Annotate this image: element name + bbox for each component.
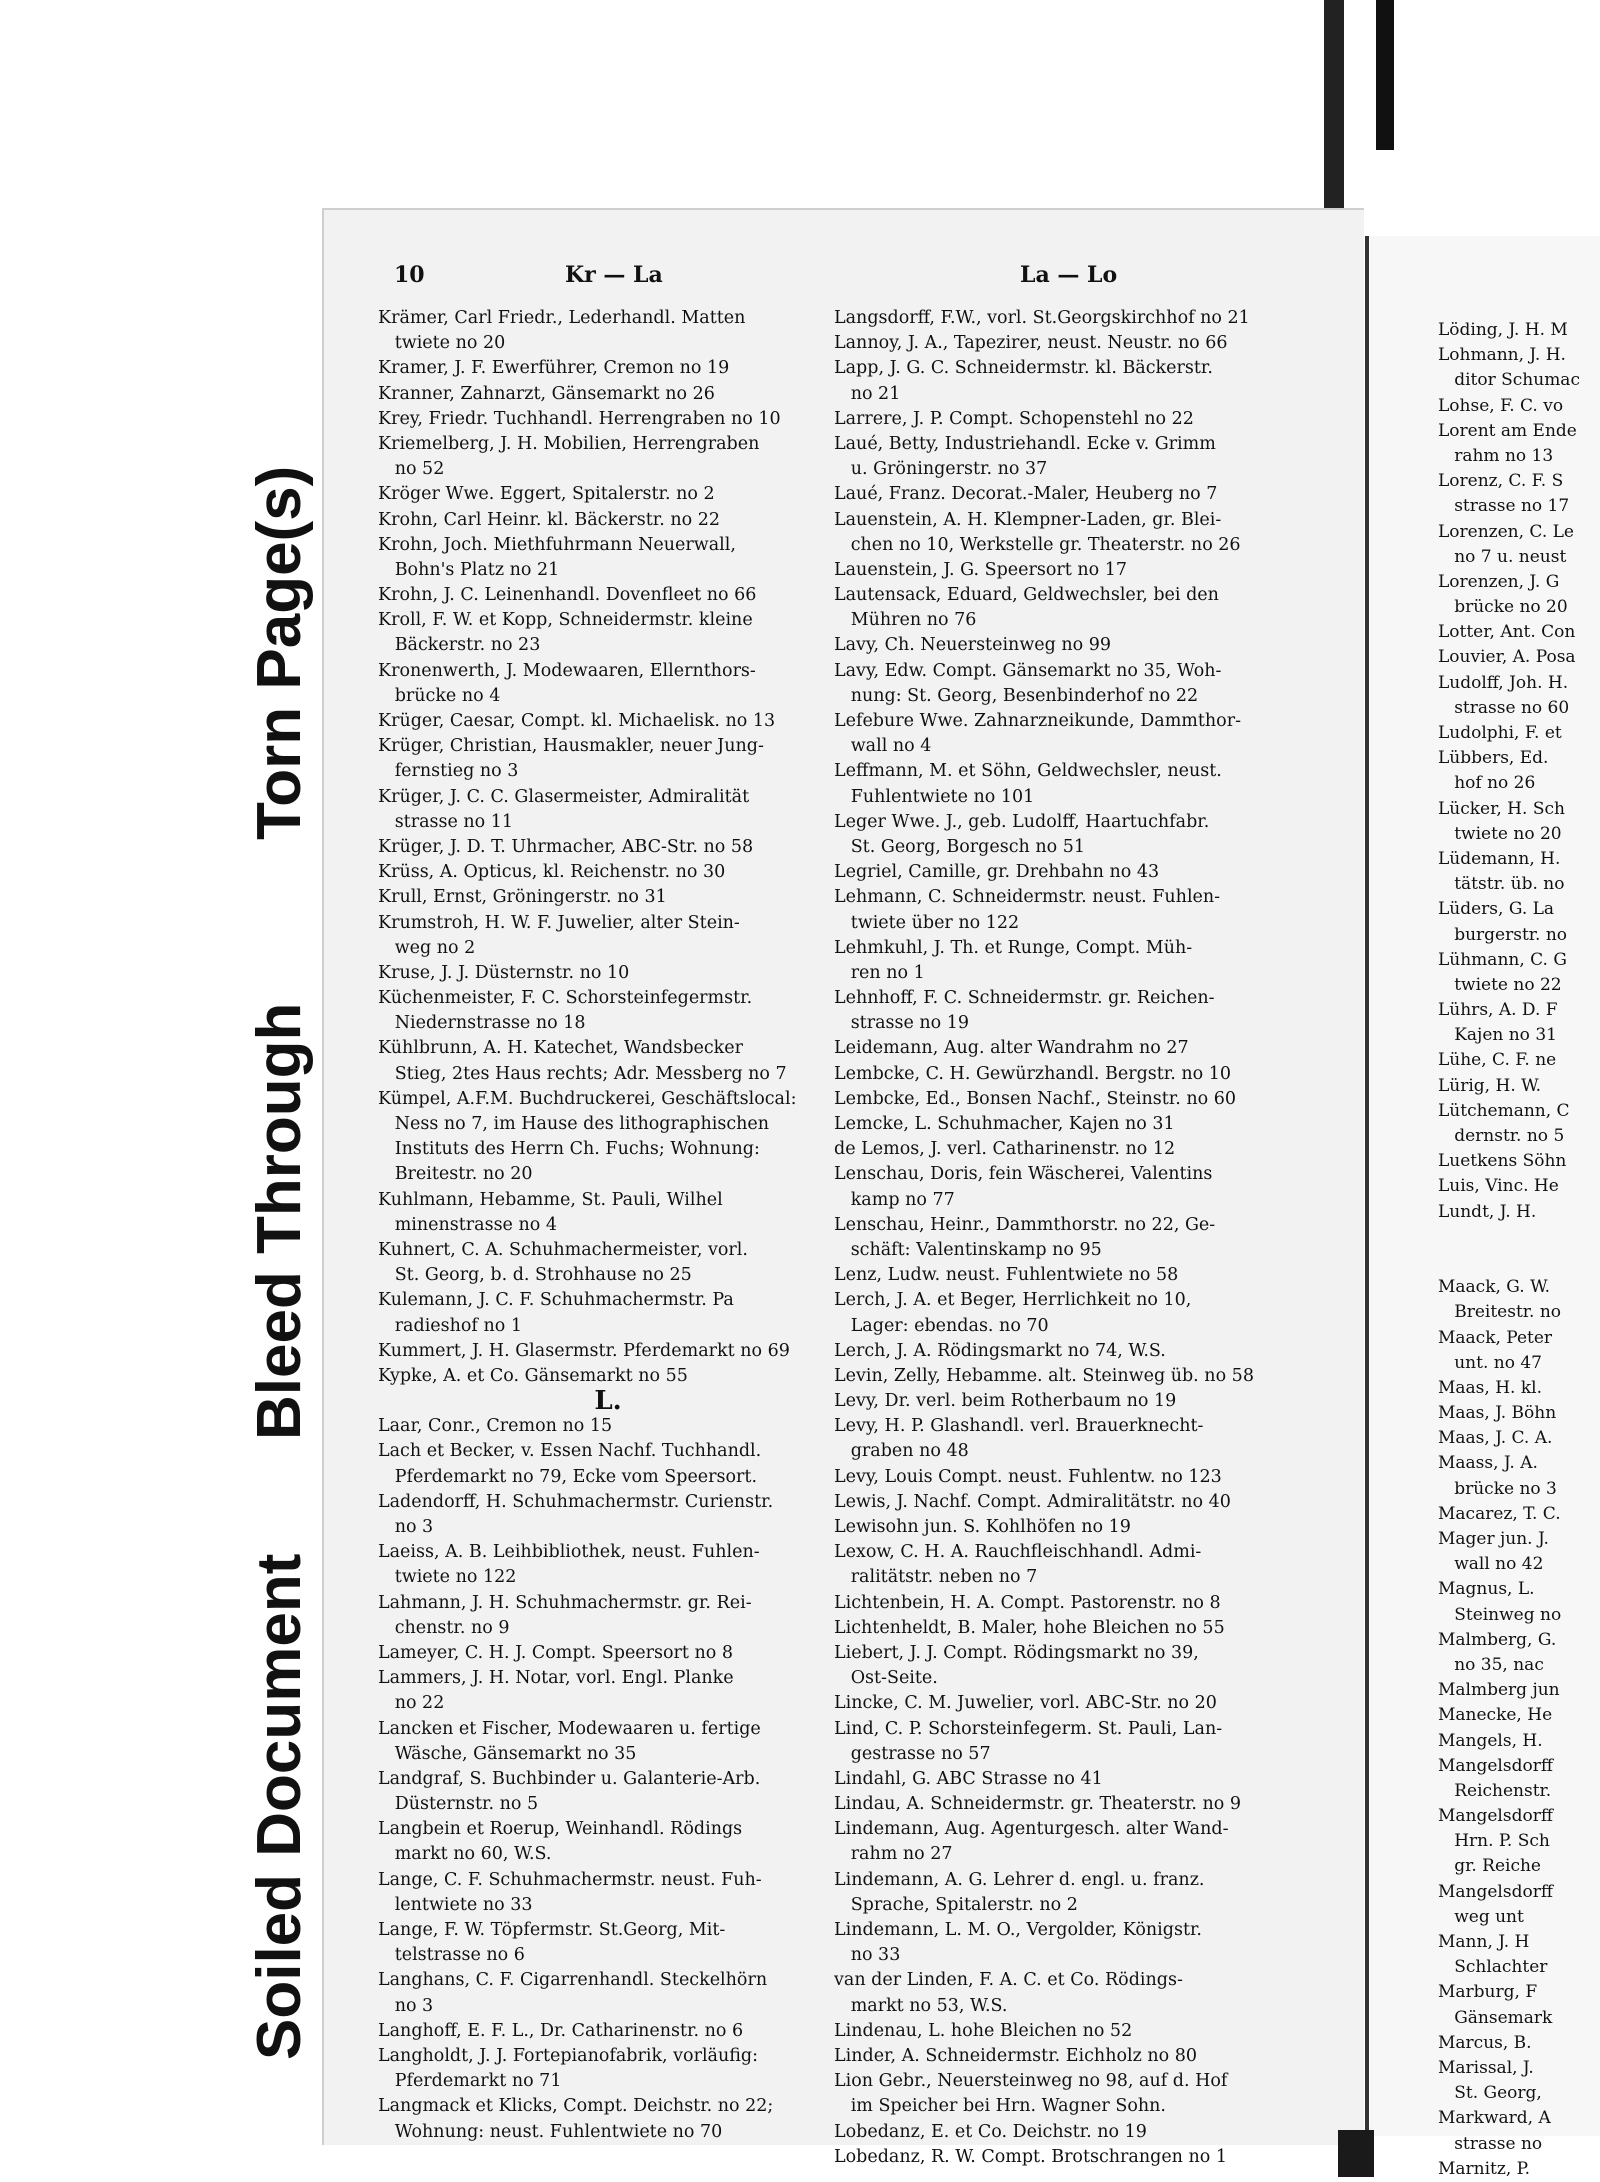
entry-line: Reichenstr. (1438, 1780, 1552, 1801)
entry-line: Lameyer, C. H. J. Compt. Speersort no 8 (378, 1642, 734, 1663)
entry-line: markt no 60, W.S. (378, 1844, 552, 1865)
entry-line: Lavy, Edw. Compt. Gänsemarkt no 35, Woh- (834, 660, 1222, 681)
bottom-edge-shadow (1338, 2130, 1374, 2177)
entry-line: Lenschau, Heinr., Dammthorstr. no 22, Ge- (834, 1214, 1216, 1235)
entry-line: Krumstroh, H. W. F. Juwelier, alter Stein- (378, 912, 740, 933)
entry-line: Bohn's Platz no 21 (378, 559, 560, 580)
left-column (378, 306, 838, 2145)
entry-line: Lindemann, Aug. Agenturgesch. alter Wand- (834, 1819, 1229, 1840)
entry-line: Luetkens Söhn (1438, 1151, 1567, 1172)
entry-line: Macarez, T. C. (1438, 1503, 1561, 1524)
entry-line: Krey, Friedr. Tuchhandl. Herrengraben no 10 (378, 408, 781, 429)
entry-line: Breitestr. no (1438, 1302, 1562, 1323)
entry-line: Lenschau, Doris, fein Wäscherei, Valentins (834, 1164, 1213, 1185)
entry-line: Leffmann, M. et Söhn, Geldwechsler, neust. (834, 761, 1222, 782)
entry-line: weg no 2 (378, 937, 476, 958)
page-number: 10 (394, 262, 425, 288)
entry-line: brücke no 3 (1438, 1478, 1557, 1499)
entry-line: Manecke, He (1438, 1705, 1553, 1726)
entry-line: wall no 42 (1438, 1554, 1544, 1575)
entry-line: Lindau, A. Schneidermstr. gr. Theaterstr. no 9 (834, 1794, 1242, 1815)
entry-line: gestrasse no 57 (834, 1743, 991, 1764)
entry-line: St. Georg, (1438, 2083, 1542, 2104)
entry-line: radieshof no 1 (378, 1315, 522, 1336)
label-soiled-document: Soiled Document (245, 1553, 314, 2060)
entry-line: kamp no 77 (834, 1189, 955, 1210)
entry-line: Ness no 7, im Hause des lithographischen (378, 1114, 770, 1134)
entry-line: Lembcke, C. H. Gewürzhandl. Bergstr. no 10 (834, 1063, 1232, 1084)
entry-line: ralitätstr. neben no 7 (834, 1567, 1038, 1588)
entry-line (1438, 1225, 1600, 1250)
entry-line: Schlachter (1438, 1957, 1548, 1978)
top-edge-shadow (1324, 0, 1344, 232)
entry-line: Kajen no 31 (1438, 1025, 1557, 1046)
entry-line: St. Georg, Borgesch no 51 (834, 836, 1085, 857)
entry-line: Lüders, G. La (1438, 899, 1555, 920)
entry-line: Liebert, J. J. Compt. Rödingsmarkt no 39, (834, 1642, 1199, 1663)
entry-line: Malmberg jun (1438, 1680, 1560, 1701)
entry-line: Lauenstein, J. G. Speersort no 17 (834, 559, 1127, 580)
entry-line: Lehnhoff, F. C. Schneidermstr. gr. Reichen- (834, 988, 1215, 1009)
entry-line: ren no 1 (834, 962, 925, 983)
entry-line: Lehmkuhl, J. Th. et Runge, Compt. Müh- (834, 937, 1193, 958)
entry-line: graben no 48 (834, 1441, 969, 1462)
entry-line: Kranner, Zahnarzt, Gänsemarkt no 26 (378, 383, 715, 404)
entry-line: Lavy, Ch. Neuersteinweg no 99 (834, 635, 1112, 656)
entry-line: Lobedanz, R. W. Compt. Brotschrangen no 1 (834, 2146, 1228, 2167)
entry-line: burgerstr. no (1438, 924, 1568, 945)
entry-line: van der Linden, F. A. C. et Co. Rödings- (834, 1970, 1183, 1991)
entry-line: Düsternstr. no 5 (378, 1794, 539, 1815)
entry-line: Stieg, 2tes Haus rechts; Adr. Messberg no 7 (378, 1063, 787, 1084)
entry-line: Maas, H. kl. (1438, 1377, 1542, 1398)
entry-line: Sprache, Spitalerstr. no 2 (834, 1894, 1078, 1915)
entry-line: Lembcke, Ed., Bonsen Nachf., Steinstr. no 60 (834, 1088, 1236, 1109)
entry-line: Leger Wwe. J., geb. Ludolff, Haartuchfabr. (834, 811, 1210, 832)
entry-line: Leidemann, Aug. alter Wandrahm no 27 (834, 1038, 1189, 1059)
entry-line: Krohn, Carl Heinr. kl. Bäckerstr. no 22 (378, 509, 721, 530)
entry-line: Krämer, Carl Friedr., Lederhandl. Matten (378, 308, 746, 328)
next-page-column (1438, 318, 1600, 2182)
entry-line: strasse no 19 (834, 1013, 970, 1034)
entry-line: Krull, Ernst, Gröningerstr. no 31 (378, 887, 667, 908)
entry-line: Maas, J. Böhn (1438, 1403, 1557, 1424)
label-torn-pages: Torn Page(s) (245, 465, 314, 840)
entry-line: Ladendorff, H. Schuhmachermstr. Curienstr. (378, 1491, 774, 1512)
entry-line: Langbein et Roerup, Weinhandl. Rödings (378, 1819, 743, 1840)
entry-line: Legriel, Camille, gr. Drehbahn no 43 (834, 862, 1160, 883)
entry-line: Wohnung: neust. Fuhlentwiete no 70 (378, 2121, 723, 2142)
entry-line: Lohse, F. C. vo (1438, 395, 1564, 416)
entry-line: Lancken et Fischer, Modewaaren u. fertige (378, 1718, 761, 1739)
entry-line: Krohn, Joch. Miethfuhrmann Neuerwall, (378, 534, 736, 555)
entry-line: Fuhlentwiete no 101 (834, 786, 1035, 807)
entry-line: rahm no 13 (1438, 445, 1554, 466)
entry-line: Kröger Wwe. Eggert, Spitalerstr. no 2 (378, 484, 715, 505)
entry-line: Lauenstein, A. H. Klempner-Laden, gr. Blei- (834, 509, 1222, 530)
entry-line: Lühe, C. F. ne (1438, 1050, 1557, 1071)
entry-line: Malmberg, G. (1438, 1629, 1557, 1650)
entry-line: Kriemelberg, J. H. Mobilien, Herrengraben (378, 433, 760, 454)
entry-line: rahm no 27 (834, 1844, 953, 1865)
entry-line: Pferdemarkt no 79, Ecke vom Speersort. (378, 1466, 758, 1487)
entry-line: Lehmann, C. Schneidermstr. neust. Fuhlen- (834, 887, 1221, 908)
entry-line: Lefebure Wwe. Zahnarzneikunde, Dammthor- (834, 711, 1241, 731)
entry-line: Lütchemann, C (1438, 1100, 1570, 1121)
entry-line: Maass, J. A. (1438, 1453, 1538, 1474)
entry-line: Laeiss, A. B. Leihbibliothek, neust. Fuhlen- (378, 1542, 760, 1563)
entry-line: Laué, Franz. Decorat.-Maler, Heuberg no 7 (834, 484, 1218, 505)
entry-line: Lange, F. W. Töpfermstr. St.Georg, Mit- (378, 1920, 726, 1940)
entry-line: Lammers, J. H. Notar, vorl. Engl. Planke (378, 1668, 734, 1689)
entry-line: twiete no 122 (378, 1567, 517, 1588)
entry-line: Langmack et Klicks, Compt. Deichstr. no 22; (378, 2096, 774, 2117)
entry-line: no 3 (378, 1995, 434, 2016)
entry-line: Lind, C. P. Schorsteinfegerm. St. Pauli, Lan- (834, 1718, 1223, 1739)
entry-line: im Speicher bei Hrn. Wagner Sohn. (834, 2096, 1166, 2117)
entry-line: strasse no 60 (1438, 697, 1570, 718)
entry-line: Levin, Zelly, Hebamme. alt. Steinweg üb. no 58 (834, 1365, 1254, 1386)
entry-line: Lürig, H. W. (1438, 1075, 1542, 1096)
entry-line: Langhans, C. F. Cigarrenhandl. Steckelhörn (378, 1970, 768, 1991)
label-bleed-through: Bleed Through (245, 1002, 314, 1440)
entry-line: Lenz, Ludw. neust. Fuhlentwiete no 58 (834, 1265, 1179, 1286)
entry-line: Kuhnert, C. A. Schuhmachermeister, vorl. (378, 1239, 748, 1260)
top-edge-shadow-right (1376, 0, 1394, 150)
entry-line: Steinweg no (1438, 1604, 1562, 1625)
entry-line: twiete über no 122 (834, 912, 1020, 933)
entry-line: Lager: ebendas. no 70 (834, 1315, 1049, 1336)
entry-line: strasse no 11 (378, 811, 514, 832)
entry-line: fernstieg no 3 (378, 761, 519, 782)
entry-line: de Lemos, J. verl. Catharinenstr. no 12 (834, 1139, 1176, 1160)
entry-line: lentwiete no 33 (378, 1894, 533, 1915)
entry-line: Marissal, J. (1438, 2057, 1534, 2078)
entry-line: Marnitz, P. (1438, 2158, 1531, 2179)
entry-line: Instituts des Herrn Ch. Fuchs; Wohnung: (378, 1139, 760, 1160)
entry-line: Lotter, Ant. Con (1438, 622, 1576, 643)
header-left-range: Kr — La (565, 262, 663, 288)
entry-line: Levy, H. P. Glashandl. verl. Brauerknecht- (834, 1416, 1204, 1437)
entry-line: Mangelsdorff (1438, 1881, 1553, 1902)
entry-line: Mangels, H. (1438, 1730, 1543, 1751)
entry-line: Mangelsdorff (1438, 1755, 1553, 1776)
entry-line: Lobedanz, E. et Co. Deichstr. no 19 (834, 2121, 1147, 2142)
entry-line: brücke no 4 (378, 685, 501, 706)
entry-line: Langholdt, J. J. Fortepianofabrik, vorläufig: (378, 2045, 759, 2066)
entry-line: Lohmann, J. H. (1438, 345, 1566, 366)
entry-line: Kummert, J. H. Glasermstr. Pferdemarkt no 69 (378, 1340, 790, 1361)
entry-line: Larrere, J. P. Compt. Schopenstehl no 22 (834, 408, 1194, 429)
entry-line: markt no 53, W.S. (834, 1995, 1008, 2016)
entry-line: Lichtenbein, H. A. Compt. Pastorenstr. no 8 (834, 1592, 1221, 1613)
entry-line: Löding, J. H. M (1438, 320, 1568, 340)
entry-line: Pferdemarkt no 71 (378, 2071, 562, 2092)
entry-line: no 52 (378, 459, 445, 480)
entry-line: Lewis, J. Nachf. Compt. Admiralitätstr. no 40 (834, 1491, 1231, 1512)
entry-line: Langhoff, E. F. L., Dr. Catharinenstr. no 6 (378, 2020, 744, 2041)
entry-line: Markward, A (1438, 2108, 1551, 2129)
entry-line: chen no 10, Werkstelle gr. Theaterstr. no 26 (834, 534, 1241, 555)
entry-line: Levy, Louis Compt. neust. Fuhlentw. no 123 (834, 1466, 1222, 1487)
entry-line: schäft: Valentinskamp no 95 (834, 1239, 1102, 1260)
entry-line: nung: St. Georg, Besenbinderhof no 22 (834, 685, 1199, 706)
entry-line: Lüdemann, H. (1438, 848, 1561, 869)
entry-line: no 21 (834, 383, 901, 404)
entry-line: brücke no 20 (1438, 597, 1568, 618)
entry-line: Lührs, A. D. F (1438, 1000, 1558, 1021)
entry-line: Lühmann, C. G (1438, 949, 1567, 970)
section-heading: L. (594, 1389, 622, 1415)
entry-line: Kühlbrunn, A. H. Katechet, Wandsbecker (378, 1038, 744, 1059)
entry-line: Maas, J. C. A. (1438, 1428, 1553, 1449)
entry-line: Mager jun. J. (1438, 1529, 1549, 1549)
entry-line: Kramer, J. F. Ewerführer, Cremon no 19 (378, 358, 730, 379)
entry-line: ditor Schumac (1438, 370, 1580, 391)
entry-line: no 7 u. neust (1438, 546, 1567, 567)
entry-line: Lindahl, G. ABC Strasse no 41 (834, 1768, 1103, 1789)
entry-line: u. Gröningerstr. no 37 (834, 459, 1048, 480)
entry-line: Marcus, B. (1438, 2032, 1532, 2053)
entry-line: Lücker, H. Sch (1438, 798, 1565, 819)
entry-line: Lorenz, C. F. S (1438, 471, 1564, 492)
right-column (834, 306, 1309, 2170)
entry-line: Krohn, J. C. Leinenhandl. Dovenfleet no 66 (378, 585, 757, 606)
entry-line: Laué, Betty, Industriehandl. Ecke v. Grimm (834, 433, 1216, 454)
entry-line: Magnus, L. (1438, 1579, 1535, 1600)
entry-line: no 22 (378, 1693, 445, 1714)
entry-line: Lannoy, J. A., Tapezirer, neust. Neustr. no 66 (834, 333, 1228, 354)
entry-line: gr. Reiche (1438, 1856, 1541, 1877)
entry-line: Lindenau, L. hohe Bleichen no 52 (834, 2020, 1133, 2041)
entry-line: Lewisohn jun. S. Kohlhöfen no 19 (834, 1517, 1131, 1537)
entry-line: telstrasse no 6 (378, 1945, 525, 1966)
entry-line: Marburg, F (1438, 1982, 1538, 2003)
entry-line: Lahmann, J. H. Schuhmachermstr. gr. Rei- (378, 1592, 752, 1613)
entry-line: Krüger, Christian, Hausmakler, neuer Jung- (378, 736, 764, 757)
entry-line: Maack, Peter (1438, 1327, 1553, 1348)
entry-line: Luis, Vinc. He (1438, 1176, 1559, 1197)
entry-line: Mann, J. H (1438, 1932, 1530, 1952)
entry-line: no 3 (378, 1517, 434, 1537)
entry-line: Lach et Becker, v. Essen Nachf. Tuchhandl. (378, 1441, 762, 1462)
entry-line: Mangelsdorff (1438, 1806, 1553, 1827)
entry-line: weg unt (1438, 1906, 1524, 1927)
entry-line: Lexow, C. H. A. Rauchfleischhandl. Admi- (834, 1542, 1202, 1563)
entry-line: Lindemann, A. G. Lehrer d. engl. u. franz. (834, 1869, 1205, 1890)
entry-line: dernstr. no 5 (1438, 1126, 1565, 1146)
entry-line: Kroll, F. W. et Kopp, Schneidermstr. kleine (378, 610, 753, 631)
entry-line: twiete no 20 (1438, 823, 1562, 844)
entry-line: Kronenwerth, J. Modewaaren, Ellernthors- (378, 660, 756, 681)
entry-line: Lorenzen, J. G (1438, 571, 1560, 592)
entry-line (1438, 1250, 1600, 1275)
entry-line: Kypke, A. et Co. Gänsemarkt no 55 (378, 1365, 688, 1386)
entry-line: Lincke, C. M. Juwelier, vorl. ABC-Str. no 20 (834, 1693, 1217, 1714)
entry-line: chenstr. no 9 (378, 1617, 510, 1638)
entry-line: St. Georg, b. d. Strohhause no 25 (378, 1265, 692, 1286)
entry-line: Krüger, J. D. T. Uhrmacher, ABC-Str. no 58 (378, 836, 754, 857)
entry-line: Lindemann, L. M. O., Vergolder, Königstr. (834, 1920, 1202, 1940)
entry-line: Lerch, J. A. et Beger, Herrlichkeit no 10, (834, 1290, 1192, 1311)
entry-line: Linder, A. Schneidermstr. Eichholz no 80 (834, 2045, 1198, 2066)
page-gutter (1365, 236, 1369, 2131)
entry-line: no 33 (834, 1945, 901, 1966)
entry-line: Lion Gebr., Neuersteinweg no 98, auf d. Hof (834, 2071, 1228, 2092)
entry-line: Krüger, Caesar, Compt. kl. Michaelisk. no 13 (378, 711, 776, 731)
entry-line: Lange, C. F. Schuhmachermstr. neust. Fuh- (378, 1869, 762, 1890)
entry-line: Gänsemark (1438, 2007, 1553, 2028)
entry-line: Landgraf, S. Buchbinder u. Galanterie-Arb. (378, 1768, 761, 1789)
entry-line: minenstrasse no 4 (378, 1214, 557, 1235)
entry-line: Lübbers, Ed. (1438, 748, 1549, 769)
entry-line: Lorent am Ende (1438, 420, 1577, 441)
entry-line: Langsdorff, F.W., vorl. St.Georgskirchhof no 21 (834, 308, 1250, 328)
entry-line: Lemcke, L. Schuhmacher, Kajen no 31 (834, 1114, 1175, 1134)
entry-line: Ludolphi, F. et (1438, 723, 1562, 743)
entry-line: Ludolff, Joh. H. (1438, 672, 1569, 693)
entry-line: Breitestr. no 20 (378, 1164, 533, 1185)
entry-line: Kulemann, J. C. F. Schuhmachermstr. Pa (378, 1290, 734, 1311)
entry-line: Laar, Conr., Cremon no 15 (378, 1416, 613, 1437)
entry-line: Bäckerstr. no 23 (378, 635, 541, 656)
entry-line: Kruse, J. J. Düsternstr. no 10 (378, 962, 630, 983)
entry-line: Maack, G. W. (1438, 1277, 1550, 1298)
entry-line: Krüger, J. C. C. Glasermeister, Admiralität (378, 786, 750, 807)
entry-line: Lautensack, Eduard, Geldwechsler, bei den (834, 585, 1219, 606)
entry-line: Wäsche, Gänsemarkt no 35 (378, 1743, 637, 1764)
entry-line: strasse no (1438, 2133, 1543, 2154)
entry-line: Louvier, A. Posa (1438, 647, 1576, 668)
entry-line: strasse no 17 (1438, 496, 1570, 517)
entry-line: twiete no 20 (378, 333, 506, 354)
entry-line: Mühren no 76 (834, 610, 977, 631)
entry-line: Lorenzen, C. Le (1438, 521, 1574, 542)
entry-line: Levy, Dr. verl. beim Rotherbaum no 19 (834, 1391, 1177, 1412)
entry-line: Lapp, J. G. C. Schneidermstr. kl. Bäckerstr. (834, 358, 1213, 379)
entry-line: no 35, nac (1438, 1654, 1544, 1675)
entry-line: Hrn. P. Sch (1438, 1831, 1550, 1852)
entry-line: Küchenmeister, F. C. Schorsteinfegermstr. (378, 988, 753, 1009)
entry-line: unt. no 47 (1438, 1352, 1542, 1373)
entry-line: Lerch, J. A. Rödingsmarkt no 74, W.S. (834, 1340, 1166, 1361)
entry-line: Ost-Seite. (834, 1668, 938, 1689)
entry-line: Lundt, J. H. (1438, 1201, 1537, 1222)
entry-line: Krüss, A. Opticus, kl. Reichenstr. no 30 (378, 862, 726, 883)
entry-line: Lichtenheldt, B. Maler, hohe Bleichen no 55 (834, 1617, 1225, 1638)
entry-line: Kuhlmann, Hebamme, St. Pauli, Wilhel (378, 1189, 723, 1210)
entry-line: Kümpel, A.F.M. Buchdruckerei, Geschäftslocal: (378, 1088, 797, 1109)
entry-line: hof no 26 (1438, 773, 1536, 794)
entry-line: twiete no 22 (1438, 974, 1562, 995)
entry-line: Niedernstrasse no 18 (378, 1013, 586, 1034)
header-right-range: La — Lo (1020, 262, 1118, 288)
entry-line: wall no 4 (834, 736, 932, 757)
entry-line: tätstr. üb. no (1438, 874, 1565, 895)
